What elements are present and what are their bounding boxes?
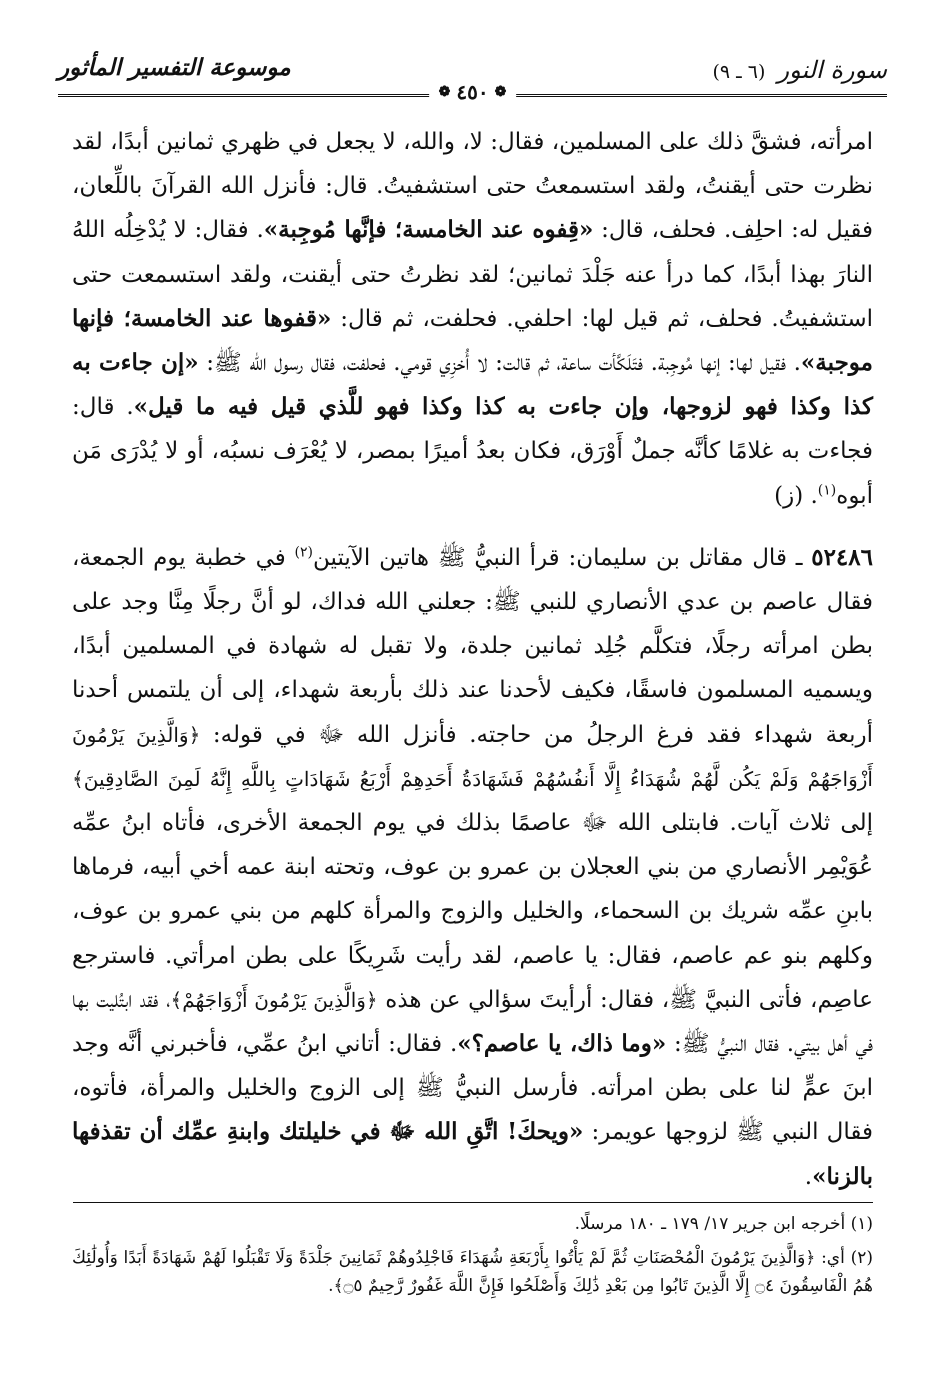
page-number-group [429, 80, 517, 104]
sura-title: سورة النور [777, 56, 887, 84]
entry-number: ٥٢٤٨٦ [811, 543, 873, 571]
hadith-quote: «إن جاءت به كذا وكذا فهو لزوجها، وإن جاءت به كذا وكذا فهو للَّذي قيل فيه ما قيل» [72, 349, 873, 421]
ayat-range: (٦ ـ ٩) [712, 61, 766, 83]
ornament-icon: ❁ [494, 84, 507, 100]
text-run: . فقيل لها: إنها مُوجِبة. فتَلَكَّأت ساعة، ثم قالت: لا أُخزِي قومي. فحلفت، فقال رسول الله ﷺ: [198, 350, 801, 377]
quran-verse: ﴿وَالَّذِينَ يَرْمُونَ أَزْوَاجَهُمْ﴾ [170, 987, 378, 1012]
footnote-1: (١) أخرجه ابن جرير ١٧/ ١٧٩ ـ ١٨٠ مرسلًا. [574, 1214, 873, 1234]
text-run: . فقال: أتاني ابنُ عمِّي، فأخبرني أنَّه وجد ابنَ عمٍّ لنا على بطن امرأته. فأرسل النبيُّ ﷺ إلى الزوج والخليل والمرأة، فأتوه، فقال النبي ﷺ لزوجها عويمر: [72, 1031, 873, 1146]
footnote-prefix: (٢) أي: [815, 1248, 873, 1268]
sura-heading [713, 56, 888, 84]
quran-verse: ﴿وَالَّذِينَ يَرْمُونَ الْمُحْصَنَاتِ ثُمَّ لَمْ يَأْتُوا بِأَرْبَعَةِ شُهَدَاءَ فَاجْلِدُوهُمْ ثَمَانِينَ جَلْدَةً وَلَا تَقْبَلُوا لَهُمْ شَهَادَةً أَبَدًا وَأُولَٰئِكَ هُمُ الْفَاسِقُونَ ۝٤ إِلَّا الَّذِينَ تَابُوا مِن بَعْدِ ذَٰلِكَ وَأَصْلَحُوا فَإِنَّ اللَّهَ غَفُورٌ رَّحِيمٌ ۝٥﴾ [72, 1248, 873, 1296]
footnote-ref[interactable]: (٢) [294, 544, 313, 561]
text-run: . قال: فجاءت به غلامًا كأنَّه جملٌ أَوْرَق، فكان بعدُ أميرًا بمصر، لا يُعْرَف نسبُه، أو لا يُدْرَى مَن أبوه [72, 394, 873, 509]
footnote-2 [72, 1244, 873, 1300]
paragraph [72, 536, 873, 1199]
footnotes [72, 1210, 873, 1306]
main-text [72, 120, 873, 1199]
source-tag: . (ز) [774, 482, 818, 509]
text-run: ، فقد ابتُليت بها في أهل بيتي. فقال النبيُّ ﷺ: [72, 986, 873, 1058]
hadith-quote: «قِفوه عند الخامسة؛ فإنَّها مُوجِبة» [263, 216, 594, 244]
quran-verse: ﴿وَالَّذِينَ يَرْمُونَ أَزْوَاجَهُمْ وَلَمْ يَكُن لَّهُمْ شُهَدَاءُ إِلَّا أَنفُسُهُمْ فَشَهَادَةُ أَحَدِهِمْ أَرْبَعُ شَهَادَاتٍ بِاللَّهِ إِنَّهُ لَمِنَ الصَّادِقِينَ﴾ [72, 722, 873, 791]
page-header [58, 56, 887, 106]
text-run: إلى ثلاث آيات. فابتلى الله ﷻ عاصمًا بذلك في يوم الجمعة الأخرى، فأتاه ابنُ عمِّه عُوَيْمِر الأنصاري من بني العجلان بن عمرو بن عوف، وتحته ابنة عمه أخي أبيه، فرماها بابنِ عمِّه شريك بن السحماء، والخليل والزوج والمرأة كلهم من بني عمرو بن عوف، وكلهم بنو عم عاصم، فقال: يا عاصم، لقد رأيت شَرِيكًا على بطن امرأتي. فاسترجع عاصِم، فأتى النبيَّ ﷺ، فقال: أرأيتَ سؤالي عن هذه [72, 810, 874, 1013]
text-run: ـ قال مقاتل بن سليمان: قرأ النبيُّ ﷺ هاتين الآيتين [313, 544, 812, 571]
hadith-quote: «وما ذاك، يا عاصم؟» [457, 1030, 667, 1058]
text-run: . [804, 1163, 813, 1190]
text-run: امرأته، فشقَّ ذلك على المسلمين، فقال: لا، والله، لا يجعل في ظهري ثمانين أبدًا، لقد نظرت حتى أيقنتُ، ولقد استسمعتُ حتى استشفيتُ. قال: فأنزل الله القرآنَ باللِّعان، فقيل له: احلِف. فحلف، قال: [72, 129, 874, 244]
footnote-rule [73, 1202, 873, 1203]
text-run: . فقال: لا يُدْخِلُه اللهُ النارَ بهذا أبدًا، كما درأ عنه جَلْدَ ثمانين؛ لقد نظرتُ حتى أيقنت، ولقد استسمعت حتى استشفيتُ. فحلف، ثم قيل لها: احلفي. فحلفت، ثم قال: [72, 217, 873, 332]
ornament-icon: ❁ [438, 84, 451, 100]
hadith-quote: «ويحكَ! اتَّقِ الله ﷻ في خليلتك وابنةِ عمِّك أن تقذفها بالزنا» [72, 1118, 873, 1190]
hadith-quote: «قفوها عند الخامسة؛ فإنها موجبة» [72, 304, 873, 377]
text-run: في خطبة يوم الجمعة، فقال عاصم بن عدي الأنصاري للنبي ﷺ: جعلني الله فداك، لو أنَّ رجلًا مِنَّا وجد على بطن امرأته رجلًا، فتكلَّم جُلِد ثمانين جلدة، ولا تقبل له شهادة في المسلمين أبدًا، ويسميه المسلمون فاسقًا، فكيف لأحدنا عند ذلك بأربعة شهداء، إلى أن يلتمس أحدنا أربعة شهداء فقد فرغ الرجلُ من حاجته. فأنزل الله ﷻ في قوله: [72, 544, 874, 748]
footnote-suffix: . [328, 1276, 334, 1296]
footnote-ref[interactable]: (١) [817, 481, 837, 498]
page-number: ٤٥٠ [456, 80, 489, 104]
book-title: موسوعة التفسير المأثور [58, 54, 291, 81]
paragraph [72, 120, 873, 518]
